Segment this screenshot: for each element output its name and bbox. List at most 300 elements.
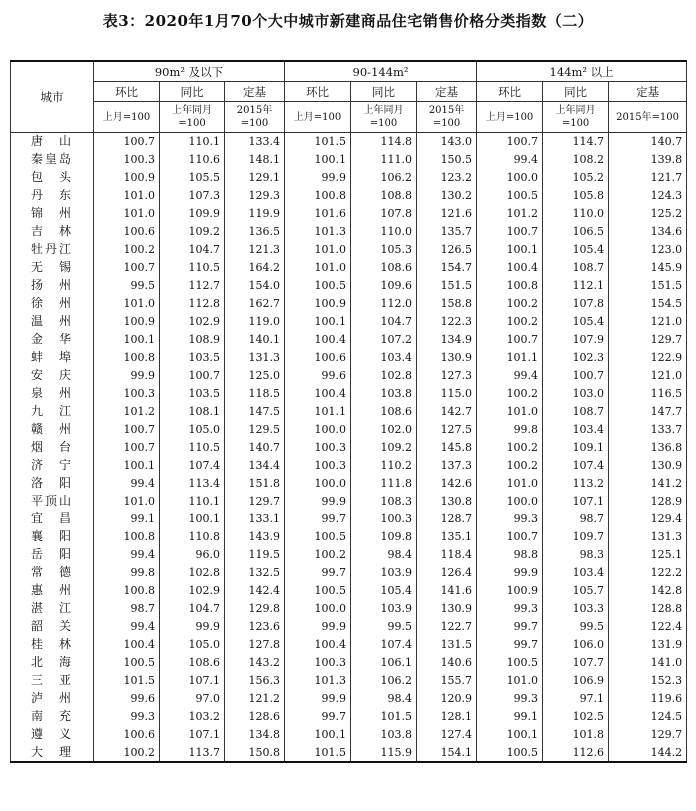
table-row	[11, 187, 687, 205]
table-row	[11, 259, 687, 277]
table-row	[11, 402, 687, 420]
index-value: 100.5	[94, 654, 160, 672]
index-value: 125.2	[609, 205, 687, 223]
index-value: 100.5	[285, 528, 351, 546]
table-row	[11, 636, 687, 654]
index-value: 101.0	[94, 187, 160, 205]
index-value: 101.8	[543, 725, 609, 743]
index-value: 101.0	[477, 474, 543, 492]
index-value: 107.1	[160, 672, 225, 690]
group-header-medium: 90-144m²	[285, 61, 477, 82]
index-value: 98.3	[543, 546, 609, 564]
index-value: 102.3	[543, 348, 609, 366]
city-name: 泸 州	[11, 690, 94, 708]
index-value: 103.5	[160, 348, 225, 366]
index-value: 103.8	[351, 725, 417, 743]
index-value: 108.7	[543, 259, 609, 277]
group-header-small: 90m² 及以下	[94, 61, 285, 82]
index-value: 130.2	[417, 187, 477, 205]
index-value: 141.6	[417, 582, 477, 600]
city-name: 牡丹江	[11, 241, 94, 259]
index-value: 98.7	[94, 600, 160, 618]
index-value: 127.8	[225, 636, 285, 654]
index-value: 126.4	[417, 564, 477, 582]
index-value: 100.5	[477, 654, 543, 672]
index-value: 104.7	[160, 600, 225, 618]
index-value: 101.5	[285, 743, 351, 762]
city-name: 襄 阳	[11, 528, 94, 546]
index-value: 98.8	[477, 546, 543, 564]
index-value: 97.0	[160, 690, 225, 708]
index-value: 140.7	[225, 438, 285, 456]
index-value: 100.3	[351, 510, 417, 528]
base-header-fixed: 2015年=100	[417, 102, 477, 133]
index-value: 100.7	[94, 438, 160, 456]
group-header-large: 144m² 以上	[477, 61, 687, 82]
index-value: 127.3	[417, 366, 477, 384]
city-name: 九 江	[11, 402, 94, 420]
index-value: 109.2	[351, 438, 417, 456]
index-value: 99.3	[477, 510, 543, 528]
index-value: 133.7	[609, 420, 687, 438]
index-value: 122.7	[417, 618, 477, 636]
index-value: 101.3	[285, 672, 351, 690]
index-value: 154.0	[225, 277, 285, 295]
index-value: 100.2	[477, 456, 543, 474]
index-value: 109.9	[160, 205, 225, 223]
table-row	[11, 456, 687, 474]
index-value: 127.4	[417, 725, 477, 743]
index-value: 100.6	[94, 725, 160, 743]
index-value: 101.2	[477, 205, 543, 223]
table-row	[11, 420, 687, 438]
index-value: 100.5	[477, 187, 543, 205]
index-value: 137.3	[417, 456, 477, 474]
index-value: 100.8	[477, 277, 543, 295]
index-value: 100.2	[94, 241, 160, 259]
index-value: 100.3	[285, 456, 351, 474]
index-value: 105.3	[351, 241, 417, 259]
index-value: 158.8	[417, 295, 477, 313]
index-value: 101.5	[285, 133, 351, 151]
table-row	[11, 690, 687, 708]
index-value: 100.2	[477, 313, 543, 331]
table-row	[11, 438, 687, 456]
index-value: 150.5	[417, 151, 477, 169]
index-value: 142.7	[417, 402, 477, 420]
index-value: 128.7	[417, 510, 477, 528]
index-value: 141.2	[609, 474, 687, 492]
index-value: 110.5	[160, 438, 225, 456]
index-value: 100.6	[285, 348, 351, 366]
index-value: 107.4	[160, 456, 225, 474]
sub-header-fixed: 定基	[609, 82, 687, 102]
table-row	[11, 672, 687, 690]
index-value: 134.4	[225, 456, 285, 474]
index-value: 101.0	[477, 672, 543, 690]
index-value: 143.9	[225, 528, 285, 546]
table-row	[11, 725, 687, 743]
city-name: 大 理	[11, 743, 94, 762]
index-value: 101.5	[94, 672, 160, 690]
index-value: 108.1	[160, 402, 225, 420]
index-value: 103.8	[351, 384, 417, 402]
index-value: 99.4	[94, 546, 160, 564]
index-value: 134.9	[417, 330, 477, 348]
index-value: 107.4	[543, 456, 609, 474]
index-value: 121.3	[225, 241, 285, 259]
index-value: 98.7	[543, 510, 609, 528]
city-name: 吉 林	[11, 223, 94, 241]
index-value: 121.0	[609, 313, 687, 331]
index-value: 100.2	[94, 743, 160, 762]
index-value: 128.9	[609, 492, 687, 510]
index-value: 99.7	[285, 510, 351, 528]
index-value: 100.7	[477, 528, 543, 546]
index-value: 124.5	[609, 708, 687, 726]
index-value: 102.9	[160, 313, 225, 331]
city-name: 秦皇岛	[11, 151, 94, 169]
index-value: 99.4	[477, 366, 543, 384]
index-value: 110.0	[351, 223, 417, 241]
index-value: 121.6	[417, 205, 477, 223]
table-row	[11, 384, 687, 402]
city-name: 韶 关	[11, 618, 94, 636]
city-name: 赣 州	[11, 420, 94, 438]
city-name: 湛 江	[11, 600, 94, 618]
index-value: 130.9	[609, 456, 687, 474]
index-value: 99.6	[285, 366, 351, 384]
index-value: 99.6	[94, 690, 160, 708]
index-value: 100.7	[94, 259, 160, 277]
index-value: 100.7	[477, 330, 543, 348]
table-row	[11, 348, 687, 366]
index-value: 123.6	[225, 618, 285, 636]
index-value: 100.7	[94, 420, 160, 438]
city-name: 惠 州	[11, 582, 94, 600]
index-value: 100.2	[477, 384, 543, 402]
table-row	[11, 528, 687, 546]
base-header-fixed: 2015年=100	[225, 102, 285, 133]
index-value: 129.7	[225, 492, 285, 510]
index-value: 101.0	[477, 402, 543, 420]
index-value: 135.7	[417, 223, 477, 241]
sub-header-yoy: 同比	[160, 82, 225, 102]
index-value: 110.5	[160, 259, 225, 277]
index-value: 107.1	[543, 492, 609, 510]
index-value: 140.6	[417, 654, 477, 672]
base-header-yoy: 上年同月=100	[160, 102, 225, 133]
city-name: 三 亚	[11, 672, 94, 690]
index-value: 106.2	[351, 169, 417, 187]
index-value: 125.0	[225, 366, 285, 384]
index-value: 122.2	[609, 564, 687, 582]
table-row	[11, 151, 687, 169]
index-value: 106.9	[543, 672, 609, 690]
index-value: 100.1	[477, 725, 543, 743]
index-value: 108.3	[351, 492, 417, 510]
index-value: 100.8	[285, 187, 351, 205]
index-value: 102.0	[351, 420, 417, 438]
city-name: 遵 义	[11, 725, 94, 743]
index-value: 110.6	[160, 151, 225, 169]
index-value: 99.9	[285, 169, 351, 187]
index-value: 130.9	[417, 600, 477, 618]
index-value: 112.7	[160, 277, 225, 295]
index-value: 99.7	[285, 708, 351, 726]
sub-header-fixed: 定基	[225, 82, 285, 102]
index-value: 154.5	[609, 295, 687, 313]
index-value: 106.1	[351, 654, 417, 672]
index-value: 100.6	[94, 223, 160, 241]
index-value: 108.2	[543, 151, 609, 169]
index-value: 107.1	[160, 725, 225, 743]
index-value: 99.1	[94, 510, 160, 528]
table-row	[11, 654, 687, 672]
index-value: 99.3	[477, 690, 543, 708]
index-value: 99.8	[94, 564, 160, 582]
index-value: 100.9	[94, 313, 160, 331]
table-row	[11, 743, 687, 762]
index-value: 129.1	[225, 169, 285, 187]
index-value: 111.0	[351, 151, 417, 169]
index-value: 108.6	[351, 259, 417, 277]
table-row	[11, 205, 687, 223]
index-value: 99.4	[94, 474, 160, 492]
index-value: 106.2	[351, 672, 417, 690]
index-value: 102.5	[543, 708, 609, 726]
index-value: 124.3	[609, 187, 687, 205]
index-value: 122.4	[609, 618, 687, 636]
index-value: 136.5	[225, 223, 285, 241]
index-value: 100.9	[94, 169, 160, 187]
index-value: 105.4	[351, 582, 417, 600]
index-value: 107.3	[160, 187, 225, 205]
index-value: 143.0	[417, 133, 477, 151]
city-name: 温 州	[11, 313, 94, 331]
index-value: 103.4	[351, 348, 417, 366]
index-value: 110.1	[160, 492, 225, 510]
base-header-mom: 上月=100	[94, 102, 160, 133]
index-value: 104.7	[351, 313, 417, 331]
index-value: 122.9	[609, 348, 687, 366]
table-row	[11, 241, 687, 259]
index-value: 106.5	[543, 223, 609, 241]
index-value: 134.8	[225, 725, 285, 743]
table-row	[11, 492, 687, 510]
index-value: 100.9	[477, 582, 543, 600]
index-value: 100.7	[477, 223, 543, 241]
index-value: 103.9	[351, 564, 417, 582]
index-value: 107.7	[543, 654, 609, 672]
index-value: 106.0	[543, 636, 609, 654]
table-title: 表3：2020年1月70个大中城市新建商品住宅销售价格分类指数（二）	[102, 12, 594, 30]
index-value: 151.5	[417, 277, 477, 295]
index-value: 113.7	[160, 743, 225, 762]
index-value: 100.0	[285, 600, 351, 618]
index-value: 105.0	[160, 420, 225, 438]
index-value: 99.9	[285, 618, 351, 636]
index-value: 100.1	[160, 510, 225, 528]
base-header-mom: 上月=100	[285, 102, 351, 133]
city-name: 南 充	[11, 708, 94, 726]
index-value: 99.5	[94, 277, 160, 295]
index-value: 100.7	[477, 133, 543, 151]
index-value: 130.8	[417, 492, 477, 510]
index-value: 99.9	[160, 618, 225, 636]
city-name: 锦 州	[11, 205, 94, 223]
index-value: 122.3	[417, 313, 477, 331]
index-value: 110.1	[160, 133, 225, 151]
index-value: 100.7	[543, 366, 609, 384]
index-value: 151.8	[225, 474, 285, 492]
index-value: 100.1	[94, 330, 160, 348]
index-value: 99.7	[477, 636, 543, 654]
sub-header-fixed: 定基	[417, 82, 477, 102]
index-value: 100.2	[477, 295, 543, 313]
index-value: 103.5	[160, 384, 225, 402]
index-value: 115.9	[351, 743, 417, 762]
index-value: 128.8	[609, 600, 687, 618]
city-name: 无 锡	[11, 259, 94, 277]
index-value: 144.2	[609, 743, 687, 762]
index-value: 101.0	[94, 205, 160, 223]
index-value: 99.5	[543, 618, 609, 636]
index-value: 100.0	[477, 169, 543, 187]
index-value: 100.0	[285, 474, 351, 492]
index-value: 119.5	[225, 546, 285, 564]
city-name: 济 宁	[11, 456, 94, 474]
index-value: 112.8	[160, 295, 225, 313]
index-value: 132.5	[225, 564, 285, 582]
index-value: 99.9	[477, 564, 543, 582]
index-value: 110.2	[351, 456, 417, 474]
index-value: 100.8	[94, 348, 160, 366]
index-value: 148.1	[225, 151, 285, 169]
index-value: 100.1	[285, 313, 351, 331]
table-row	[11, 510, 687, 528]
index-value: 113.2	[543, 474, 609, 492]
index-value: 103.4	[543, 420, 609, 438]
index-value: 129.7	[609, 725, 687, 743]
index-value: 143.2	[225, 654, 285, 672]
city-name: 洛 阳	[11, 474, 94, 492]
index-value: 125.1	[609, 546, 687, 564]
index-value: 101.6	[285, 205, 351, 223]
index-value: 156.3	[225, 672, 285, 690]
index-value: 130.9	[417, 348, 477, 366]
index-value: 101.5	[351, 708, 417, 726]
table-body	[11, 133, 687, 763]
table-row	[11, 582, 687, 600]
index-value: 102.9	[160, 582, 225, 600]
index-value: 100.4	[285, 384, 351, 402]
index-value: 129.8	[225, 600, 285, 618]
index-value: 100.1	[285, 151, 351, 169]
index-value: 108.9	[160, 330, 225, 348]
table-row	[11, 313, 687, 331]
index-value: 129.5	[225, 420, 285, 438]
index-value: 152.3	[609, 672, 687, 690]
index-value: 129.4	[609, 510, 687, 528]
base-header-fixed: 2015年=100	[609, 102, 687, 133]
index-value: 100.4	[477, 259, 543, 277]
city-name: 常 德	[11, 564, 94, 582]
city-name: 安 庆	[11, 366, 94, 384]
index-value: 129.3	[225, 187, 285, 205]
index-value: 139.8	[609, 151, 687, 169]
index-value: 103.0	[543, 384, 609, 402]
index-value: 107.2	[351, 330, 417, 348]
index-value: 123.0	[609, 241, 687, 259]
index-value: 119.9	[225, 205, 285, 223]
index-value: 102.8	[160, 564, 225, 582]
price-index-table	[10, 60, 686, 763]
index-value: 96.0	[160, 546, 225, 564]
index-value: 120.9	[417, 690, 477, 708]
index-value: 154.7	[417, 259, 477, 277]
index-value: 109.7	[543, 528, 609, 546]
city-name: 包 头	[11, 169, 94, 187]
index-value: 128.1	[417, 708, 477, 726]
index-value: 108.8	[351, 187, 417, 205]
index-value: 107.4	[351, 636, 417, 654]
table-row	[11, 133, 687, 151]
table-row	[11, 474, 687, 492]
index-value: 147.5	[225, 402, 285, 420]
index-value: 111.8	[351, 474, 417, 492]
index-value: 105.4	[543, 241, 609, 259]
index-value: 101.2	[94, 402, 160, 420]
index-value: 162.7	[225, 295, 285, 313]
index-value: 100.8	[94, 528, 160, 546]
city-name: 烟 台	[11, 438, 94, 456]
index-value: 134.6	[609, 223, 687, 241]
sub-header-yoy: 同比	[351, 82, 417, 102]
index-value: 121.2	[225, 690, 285, 708]
index-value: 99.7	[477, 618, 543, 636]
index-value: 100.5	[477, 743, 543, 762]
index-value: 151.5	[609, 277, 687, 295]
index-value: 110.0	[543, 205, 609, 223]
index-value: 121.0	[609, 366, 687, 384]
index-value: 105.8	[543, 187, 609, 205]
index-value: 101.1	[477, 348, 543, 366]
index-value: 103.4	[543, 564, 609, 582]
index-value: 119.0	[225, 313, 285, 331]
sub-header-mom: 环比	[477, 82, 543, 102]
index-value: 100.4	[285, 330, 351, 348]
index-value: 100.9	[285, 295, 351, 313]
city-name: 北 海	[11, 654, 94, 672]
sub-header-mom: 环比	[285, 82, 351, 102]
index-value: 100.7	[94, 133, 160, 151]
base-header-mom: 上月=100	[477, 102, 543, 133]
index-value: 104.7	[160, 241, 225, 259]
table-row	[11, 223, 687, 241]
city-name: 宜 昌	[11, 510, 94, 528]
index-value: 105.0	[160, 636, 225, 654]
index-value: 114.8	[351, 133, 417, 151]
table-row	[11, 708, 687, 726]
index-value: 98.4	[351, 690, 417, 708]
index-value: 98.4	[351, 546, 417, 564]
index-value: 103.9	[351, 600, 417, 618]
index-value: 108.6	[160, 654, 225, 672]
index-value: 131.3	[225, 348, 285, 366]
index-value: 101.3	[285, 223, 351, 241]
index-value: 99.4	[94, 618, 160, 636]
